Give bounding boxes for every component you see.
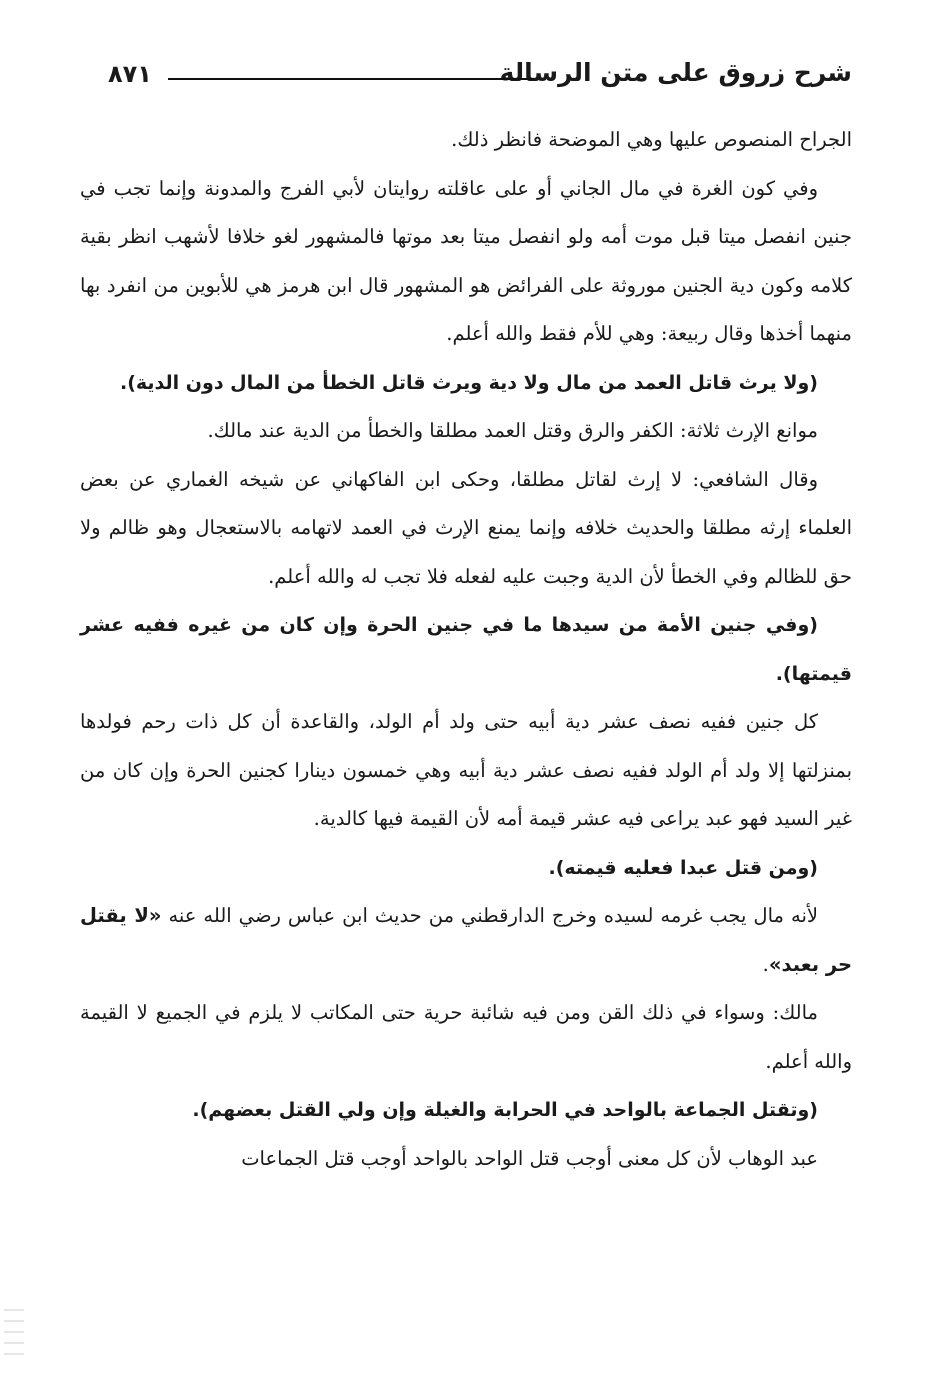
page-body <box>80 116 852 1183</box>
paragraph: مالك: وسواء في ذلك القن ومن فيه شائبة حرية حتى المكاتب لا يلزم في الجميع لا القيمة والله أعلم. <box>80 1001 852 1073</box>
paragraph: وفي كون الغرة في مال الجاني أو على عاقلته روايتان لأبي الفرج والمدونة وإنما تجب في جنين انفصل ميتا قبل موت أمه ولو انفصل ميتا بعد موتها فالمشهور لغو خلافا لأشهب انظر بقية كلامه وكون دية الجنين موروثة على الفرائض هو المشهور قال ابن هرمز هي للأبوين من انفرد بها منهما أخذها وقال ربيعة: وهي للأم فقط والله أعلم. <box>80 176 852 345</box>
bleed-through-marks <box>0 1300 28 1388</box>
running-title: شرح زروق على متن الرسالة <box>499 58 852 87</box>
paragraph: موانع الإرث ثلاثة: الكفر والرق وقتل العمد مطلقا والخطأ من الدية عند مالك. <box>207 419 818 442</box>
paragraph-text: لأنه مال يجب غرمه لسيده وخرج الدارقطني من حديث ابن عباس رضي الله عنه <box>161 904 818 927</box>
page-header <box>80 58 852 98</box>
paragraph: الجراح المنصوص عليها وهي الموضحة فانظر ذلك. <box>451 128 852 151</box>
hadith-quote: «لا يقتل حر بعبد» <box>80 904 852 976</box>
matn-heading: (وفي جنين الأمة من سيدها ما في جنين الحرة وإن كان من غيره ففيه عشر قيمتها). <box>80 614 852 685</box>
paragraph: وقال الشافعي: لا إرث لقاتل مطلقا، وحكى ابن الفاكهاني عن شيخه الغماري عن بعض العلماء إرثه مطلقا والحديث خلافه وإنما يمنع الإرث في العمد لاتهامه بالاستعجال وهو ظالم ولا حق للظالم وفي الخطأ لأن الدية وجبت عليه لفعله فلا تجب له والله أعلم. <box>80 467 852 588</box>
header-rule <box>168 78 534 80</box>
paragraph: كل جنين ففيه نصف عشر دية أبيه حتى ولد أم الولد، والقاعدة أن كل ذات رحم فولدها بمنزلتها إلا ولد أم الولد ففيه نصف عشر دية أبيه وهي خمسون دينارا كجنين الحرة وإن كان من غير السيد فهو عبد يراعى فيه عشر قيمة أمه لأن القيمة فيها كالدية. <box>80 710 852 830</box>
paragraph <box>80 892 852 989</box>
matn-heading: (ومن قتل عبدا فعليه قيمته). <box>548 856 818 879</box>
paragraph: عبد الوهاب لأن كل معنى أوجب قتل الواحد بالواحد أوجب قتل الجماعات <box>241 1146 818 1170</box>
matn-heading: (وتقتل الجماعة بالواحد في الحرابة والغيلة وإن ولي القتل بعضهم). <box>192 1099 818 1121</box>
page-number: ٨٧١ <box>108 60 152 88</box>
matn-heading: (ولا يرث قاتل العمد من مال ولا دية ويرث قاتل الخطأ من المال دون الدية). <box>120 371 818 394</box>
paragraph-text-end: . <box>762 952 769 976</box>
